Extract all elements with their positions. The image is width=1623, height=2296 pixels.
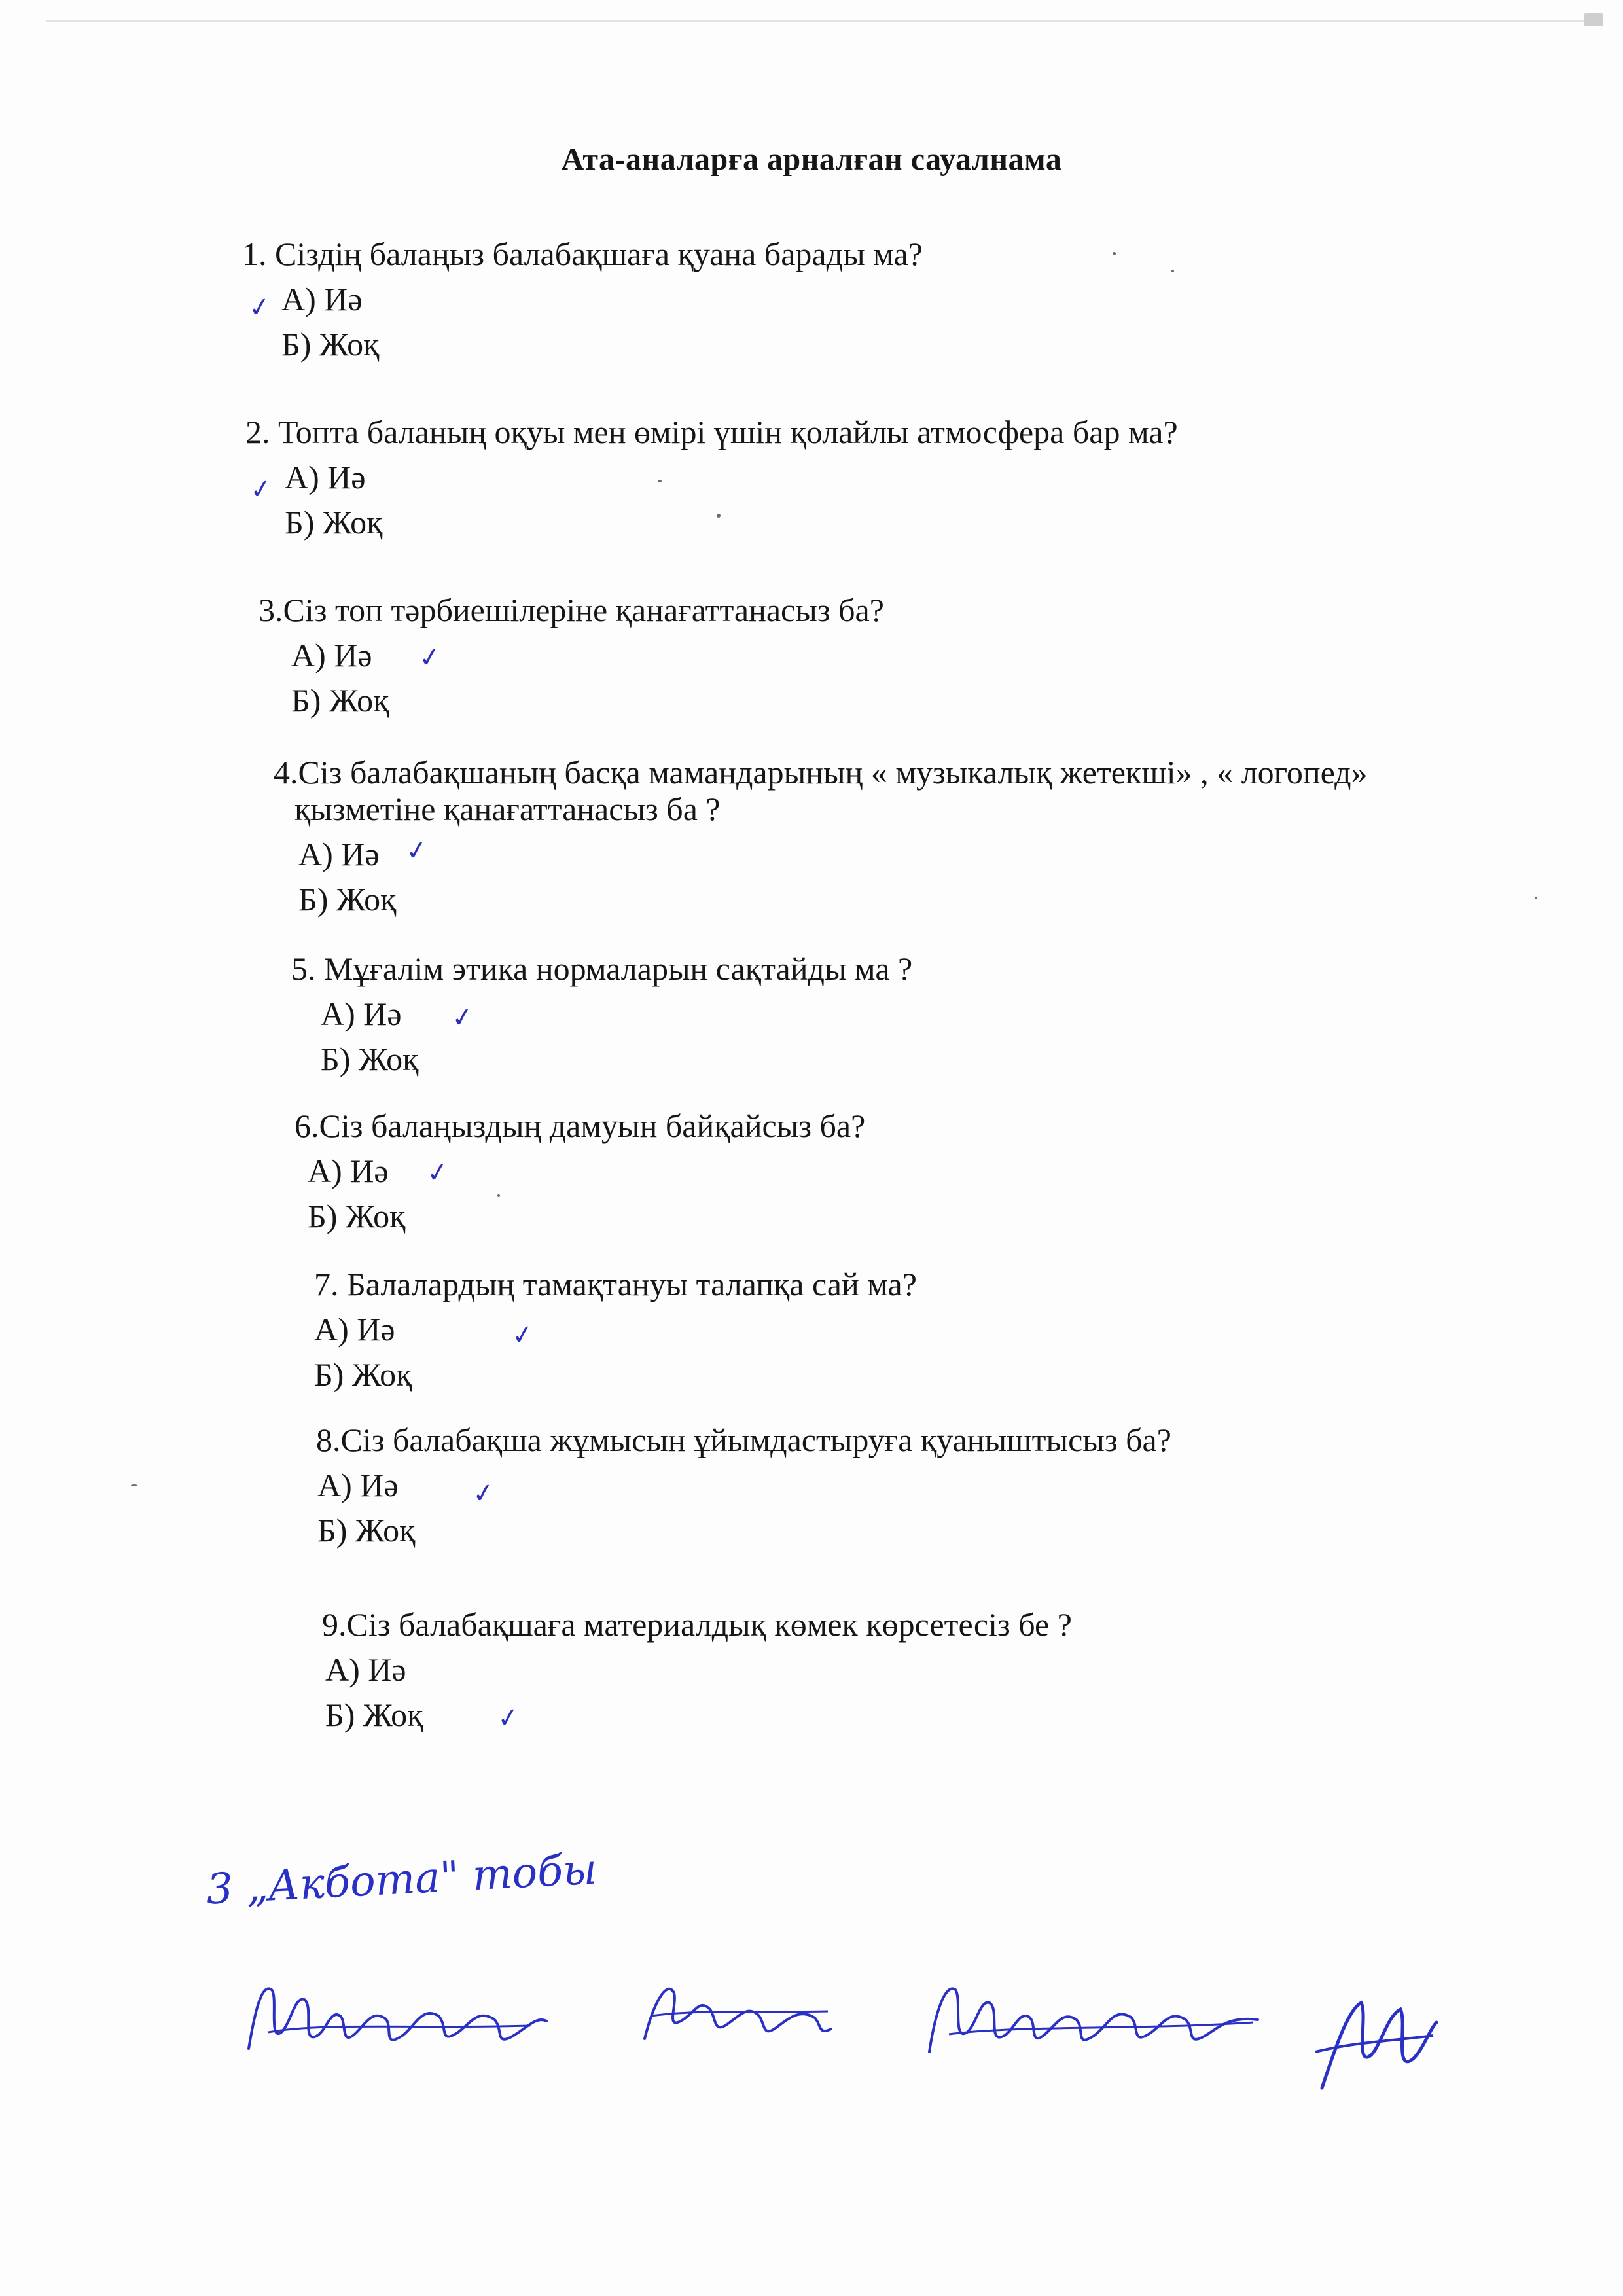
- check-mark-icon: ✓: [416, 641, 443, 675]
- answer-a: А) Иә: [298, 836, 380, 872]
- check-mark-icon: ✓: [495, 1701, 522, 1735]
- answer-b: Б) Жоқ: [281, 326, 380, 363]
- question-text: 4.Сіз балабақшаның басқа мамандарының « музыкалық жетекші» , « логопед»: [274, 754, 1368, 791]
- question-text: 6.Сіз балаңыздың дамуын байқайсыз ба?: [294, 1107, 866, 1144]
- question-6: [294, 1106, 865, 1236]
- answer-a: А) Иә: [317, 1467, 399, 1503]
- answer-a: А) Иә: [308, 1153, 389, 1189]
- scan-speck: [1584, 13, 1603, 26]
- scan-speck: [1171, 270, 1174, 272]
- signature-4-image: [1309, 1990, 1440, 2101]
- scan-speck: [131, 1484, 137, 1486]
- answer-a: А) Иә: [314, 1311, 395, 1348]
- question-8: [316, 1420, 1171, 1550]
- answer-b: Б) Жоқ: [298, 881, 397, 918]
- question-text: 5. Мұғалім этика нормаларын сақтайды ма ?: [291, 950, 913, 987]
- answer-b: Б) Жоқ: [317, 1512, 416, 1549]
- scan-speck: [717, 514, 721, 518]
- answer-b: Б) Жоқ: [285, 504, 383, 541]
- scan-speck: [1113, 252, 1116, 255]
- scan-speck: [497, 1194, 500, 1197]
- check-mark-icon: ✓: [509, 1318, 536, 1352]
- scan-speck: [1535, 897, 1537, 899]
- answer-a: А) Иә: [285, 459, 366, 495]
- check-mark-icon: ✓: [403, 834, 430, 868]
- answer-a: А) Иә: [291, 637, 372, 673]
- question-7: [314, 1265, 917, 1394]
- signature-2-image: [638, 1973, 834, 2052]
- question-text: 2. Топта баланың оқуы мен өмірі үшін қолайлы атмосфера бар ма?: [245, 414, 1178, 450]
- answer-b: Б) Жоқ: [321, 1041, 419, 1077]
- question-text: 7. Балалардың тамақтануы талапқа сай ма?: [314, 1266, 917, 1302]
- signature-3-image: [923, 1970, 1263, 2068]
- question-text: 3.Сіз топ тәрбиешілеріне қанағаттанасыз ба?: [259, 592, 884, 628]
- answer-b: Б) Жоқ: [314, 1356, 412, 1393]
- question-text-continued: қызметіне қанағаттанасыз ба ?: [294, 791, 721, 827]
- scan-speck: [658, 480, 662, 482]
- answer-b: Б) Жоқ: [291, 682, 389, 719]
- answer-a: А) Иә: [281, 281, 363, 317]
- question-text: 8.Сіз балабақша жұмысын ұйымдастыруға қуаныштысыз ба?: [316, 1422, 1171, 1458]
- check-mark-icon: ✓: [247, 473, 274, 507]
- check-mark-icon: ✓: [449, 1001, 476, 1035]
- question-4: [274, 753, 1368, 919]
- scan-edge-line: [46, 20, 1603, 22]
- question-text: 1. Сіздің балаңыз балабақшаға қуана барады ма?: [242, 236, 923, 272]
- handwritten-group-note: 3 „Акбота" тобы: [205, 1845, 599, 1914]
- survey-title: Ата-аналарға арналған сауалнама: [561, 142, 1062, 177]
- question-text: 9.Сіз балабақшаға материалдық көмек көрсетесіз бе ?: [322, 1606, 1072, 1643]
- signature-1-image: [242, 1970, 550, 2068]
- question-5: [291, 949, 912, 1079]
- question-2: [245, 412, 1178, 542]
- answer-b: Б) Жоқ: [308, 1198, 406, 1234]
- question-3: [259, 590, 884, 720]
- answer-b: Б) Жоқ: [325, 1696, 423, 1733]
- check-mark-icon: ✓: [470, 1477, 497, 1511]
- question-9: [322, 1605, 1072, 1734]
- answer-a: А) Иә: [321, 996, 402, 1032]
- check-mark-icon: ✓: [246, 291, 273, 325]
- question-1: [242, 234, 923, 364]
- answer-a: А) Иә: [325, 1651, 406, 1688]
- check-mark-icon: ✓: [424, 1156, 451, 1190]
